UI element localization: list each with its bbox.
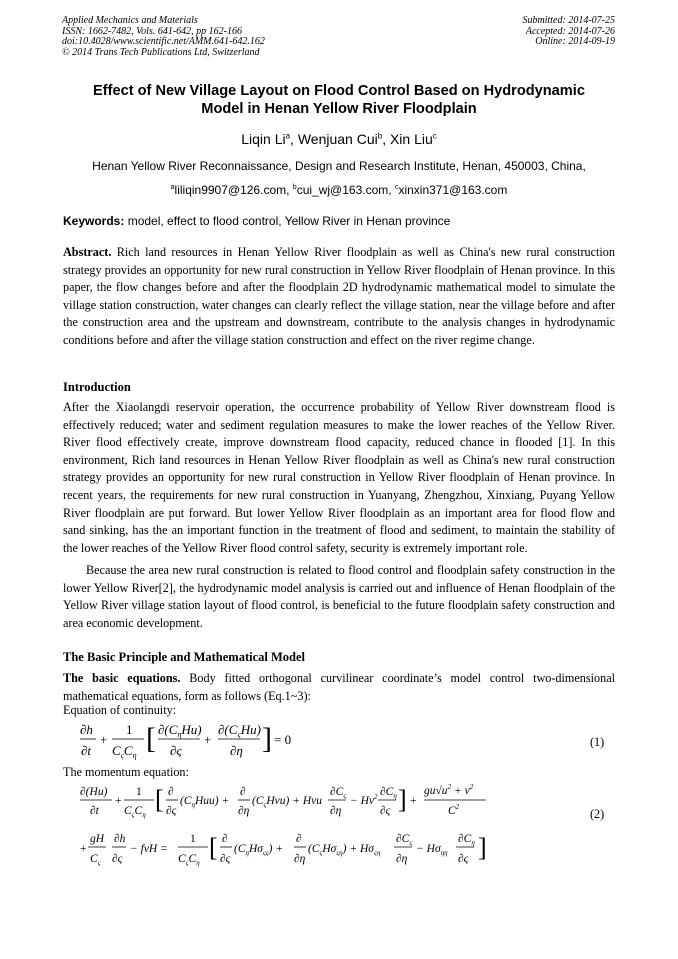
email-sup: c	[394, 184, 399, 191]
accepted-date: Accepted: 2014-07-26	[525, 25, 615, 37]
svg-text:+: +	[115, 795, 122, 807]
email-link[interactable]: liliqin9907@126.com	[174, 183, 287, 197]
author-name: Liqin Li	[241, 131, 286, 147]
svg-text:+: +	[410, 795, 417, 807]
email-link[interactable]: cui_wj@163.com	[296, 183, 389, 197]
svg-text:∂η: ∂η	[396, 853, 408, 865]
svg-text:(CςHvu) + Hvu: $(C_\varsigma Hvu)$ + Hvu	[252, 795, 323, 809]
abstract-text: Rich land resources in Henan Yellow River floodplain as well as China's new rural construction strategy provides an opportunity for new rural construction in Yellow River floodplain of Henan province. In this paper, the flow changes before and after the floodplain 2D hydrodynamic mathematical model to simulate the village station construction, water changes can clearly reflect the village station, near the village before and after the construction area and the upstream and downstream, contribute to the analysis changes in hydrodynamic conditions before and after the village station construction and effect on the river regime change.	[63, 245, 615, 347]
svg-text:1: 1	[190, 833, 196, 845]
svg-text:∂Cς: $\partial C_\varsigma$	[330, 786, 347, 800]
svg-text:∂η: ∂η	[330, 805, 342, 817]
title-line-2: Model in Henan Yellow River Floodplain	[201, 101, 477, 117]
equation-momentum	[78, 780, 508, 868]
email-sup: b	[292, 184, 297, 191]
svg-text:(CηHσςς) +: $(C_\eta H\sigma_{\varsigma\varsigma})$ +	[234, 843, 284, 857]
section-heading: The Basic Principle and Mathematical Model	[63, 650, 305, 664]
svg-text:∂h: ∂h	[80, 722, 93, 737]
svg-text:]: ]	[262, 722, 272, 755]
svg-text:gu√u2 + v2: $gu√u^2 + v^2$	[424, 783, 474, 797]
journal-copyright: © 2014 Trans Tech Publications Ltd, Switzerland	[62, 46, 260, 58]
abstract	[63, 244, 615, 350]
paper-title	[40, 82, 638, 118]
svg-text:= 0: = 0	[274, 732, 292, 747]
journal-doi: doi:10.4028/www.scientific.net/AMM.641-642.162	[62, 36, 265, 47]
journal-header	[62, 16, 265, 58]
author-sup: c	[432, 131, 437, 141]
momentum-label: The momentum equation:	[63, 765, 189, 779]
keywords-label: Keywords:	[63, 214, 125, 228]
email-link[interactable]: xinxin371@163.com	[398, 183, 508, 197]
svg-text:∂ς: ∂ς	[458, 853, 469, 865]
intro-paragraph-1: After the Xiaolangdi reservoir operation, the occurrence probability of Yellow River downstream flood is effectively reduced; water and sediment regulation measures to make the lower reaches of the Yellow River. River flood effectively create, improve downstream flood capacity, reduced chance in flooded [1]. In this environment, Rich land resources in Henan Yellow River floodplain as well as China's new rural construction strategy provides an opportunity for new rural construction in Yellow River floodplain of Henan province. In recent years, the requirements for new rural construction in Yuanyang, Zhengzhou, Xinxiang, Puyang Yellow River floodplain are put forward. But lower Yellow River floodplain as an important area for flood flow and sand sinking, has the an important function in the treatment of flood and sediment, to maintain the stability of the lower reaches of the Yellow River flood control safety, security is extremely important role.	[63, 400, 615, 555]
email-sup: a	[170, 184, 175, 191]
svg-text:∂Cη: $\partial C_\eta$	[380, 786, 397, 800]
svg-text:CςCη: $C_\varsigma C_\eta$	[112, 743, 137, 760]
svg-text:(CςHσςη) + Hσςη: $(C_\varsigma H\sigma_{\varsigma\eta}) + H\sigma_{\varsigma\eta}$	[308, 843, 381, 857]
svg-text:∂η: ∂η	[294, 853, 306, 865]
svg-text:∂t: ∂t	[90, 805, 99, 817]
svg-text:∂: ∂	[222, 833, 228, 845]
svg-text:(CηHuu) +: $(C_\eta Huu)$ +	[180, 795, 230, 809]
keywords	[63, 214, 615, 228]
svg-text:1: 1	[136, 786, 142, 798]
svg-text:− Hσηη: − $H\sigma_{\eta\eta}$	[416, 843, 448, 857]
svg-text:∂(Hu): ∂(Hu)	[80, 786, 108, 798]
svg-text:]: ]	[478, 833, 487, 862]
affiliation-block	[40, 156, 638, 201]
svg-text:C2: $C^2$	[448, 803, 460, 817]
abstract-label: Abstract.	[63, 245, 112, 259]
author-sup: a	[285, 131, 291, 141]
author-name: Wenjuan Cui	[297, 131, 378, 147]
svg-text:∂: ∂	[240, 786, 246, 798]
svg-text:∂(CςHu): $\partial(C_\varsigma Hu)$	[218, 722, 261, 739]
svg-text:∂ς: ∂ς	[112, 853, 123, 865]
svg-text:∂η: ∂η	[230, 743, 243, 758]
svg-text:[: [	[209, 833, 218, 862]
svg-text:]: ]	[398, 785, 407, 814]
svg-text:gH: gH	[90, 833, 105, 845]
equation-continuity	[78, 718, 308, 764]
svg-text:+: +	[100, 732, 108, 747]
svg-text:∂Cη: $\partial C_\eta$	[458, 833, 475, 847]
svg-text:∂t: ∂t	[81, 743, 92, 758]
svg-text:[: [	[146, 722, 156, 755]
intro-paragraph-2: Because the area new rural construction is related to flood control and floodplain safety construction in the lower Yellow River[2], the hydrodynamic model analysis is carried out and influence of Henan floodplain of the Yellow River village station layout of flood control, is beneficial to the future floodplain safety construction and area economic development.	[63, 563, 615, 630]
svg-text:∂: ∂	[296, 833, 302, 845]
svg-text:− fvH =: − fvH =	[130, 843, 168, 855]
journal-issn: ISSN: 1662-7482, Vols. 641-642, pp 162-166	[62, 25, 242, 37]
title-line-1: Effect of New Village Layout on Flood Control Based on Hydrodynamic	[93, 83, 585, 99]
svg-text:+: +	[80, 843, 87, 855]
svg-text:[: [	[155, 785, 164, 814]
svg-text:∂ς: ∂ς	[166, 805, 177, 817]
keywords-text: model, effect to flood control, Yellow River in Henan province	[127, 214, 451, 228]
svg-text:+: +	[204, 732, 212, 747]
journal-name: Applied Mechanics and Materials	[62, 15, 198, 26]
svg-text:CςCη: $C_\varsigma C_\eta$	[124, 805, 146, 819]
intro-heading: Introduction	[63, 380, 131, 394]
basic-equations-paragraph	[63, 670, 615, 705]
svg-text:∂h: ∂h	[114, 833, 126, 845]
author-sup: b	[377, 131, 383, 141]
svg-text:∂η: ∂η	[238, 805, 250, 817]
continuity-label: Equation of continuity:	[63, 703, 177, 717]
svg-text:∂ς: ∂ς	[170, 743, 182, 758]
svg-text:∂ς: ∂ς	[380, 805, 391, 817]
svg-text:∂(CηHu): $\partial(C_\eta Hu)$	[158, 722, 202, 739]
basic-equations-label: The basic equations.	[63, 671, 181, 685]
svg-text:Cς: $C_\varsigma$	[90, 853, 101, 867]
author-list: Liqin Li$^a$, Wenjuan Cui$^b$, Xin Liu$^c$	[241, 131, 437, 147]
equation-number-2: (2)	[590, 807, 605, 821]
svg-text:∂Cς: $\partial C_\varsigma$	[396, 833, 413, 847]
equation-number-1: (1)	[590, 735, 605, 749]
submitted-date: Submitted: 2014-07-25	[522, 15, 615, 26]
author-name: Xin Liu	[389, 131, 433, 147]
svg-text:CςCη: $C_\varsigma C_\eta$	[178, 853, 200, 867]
svg-text:∂ς: ∂ς	[220, 853, 231, 865]
basic-equations-text: Body fitted orthogonal curvilinear coordinate’s model control two-dimensional mathematical equations, form as follows (Eq.1~3):	[63, 671, 615, 703]
svg-text:1: 1	[126, 722, 133, 737]
email-list: $^a$liliqin9907@126.com, $^b$cui_wj@163.com, $^c$xinxin371@163.com	[170, 183, 508, 197]
affiliation: Henan Yellow River Reconnaissance, Design and Research Institute, Henan, 450003, China,	[92, 159, 586, 173]
online-date: Online: 2014-09-19	[535, 36, 615, 47]
svg-text:− Hv2: − $Hv^2$	[350, 793, 378, 807]
svg-text:∂: ∂	[168, 786, 174, 798]
dates-header	[523, 16, 616, 48]
